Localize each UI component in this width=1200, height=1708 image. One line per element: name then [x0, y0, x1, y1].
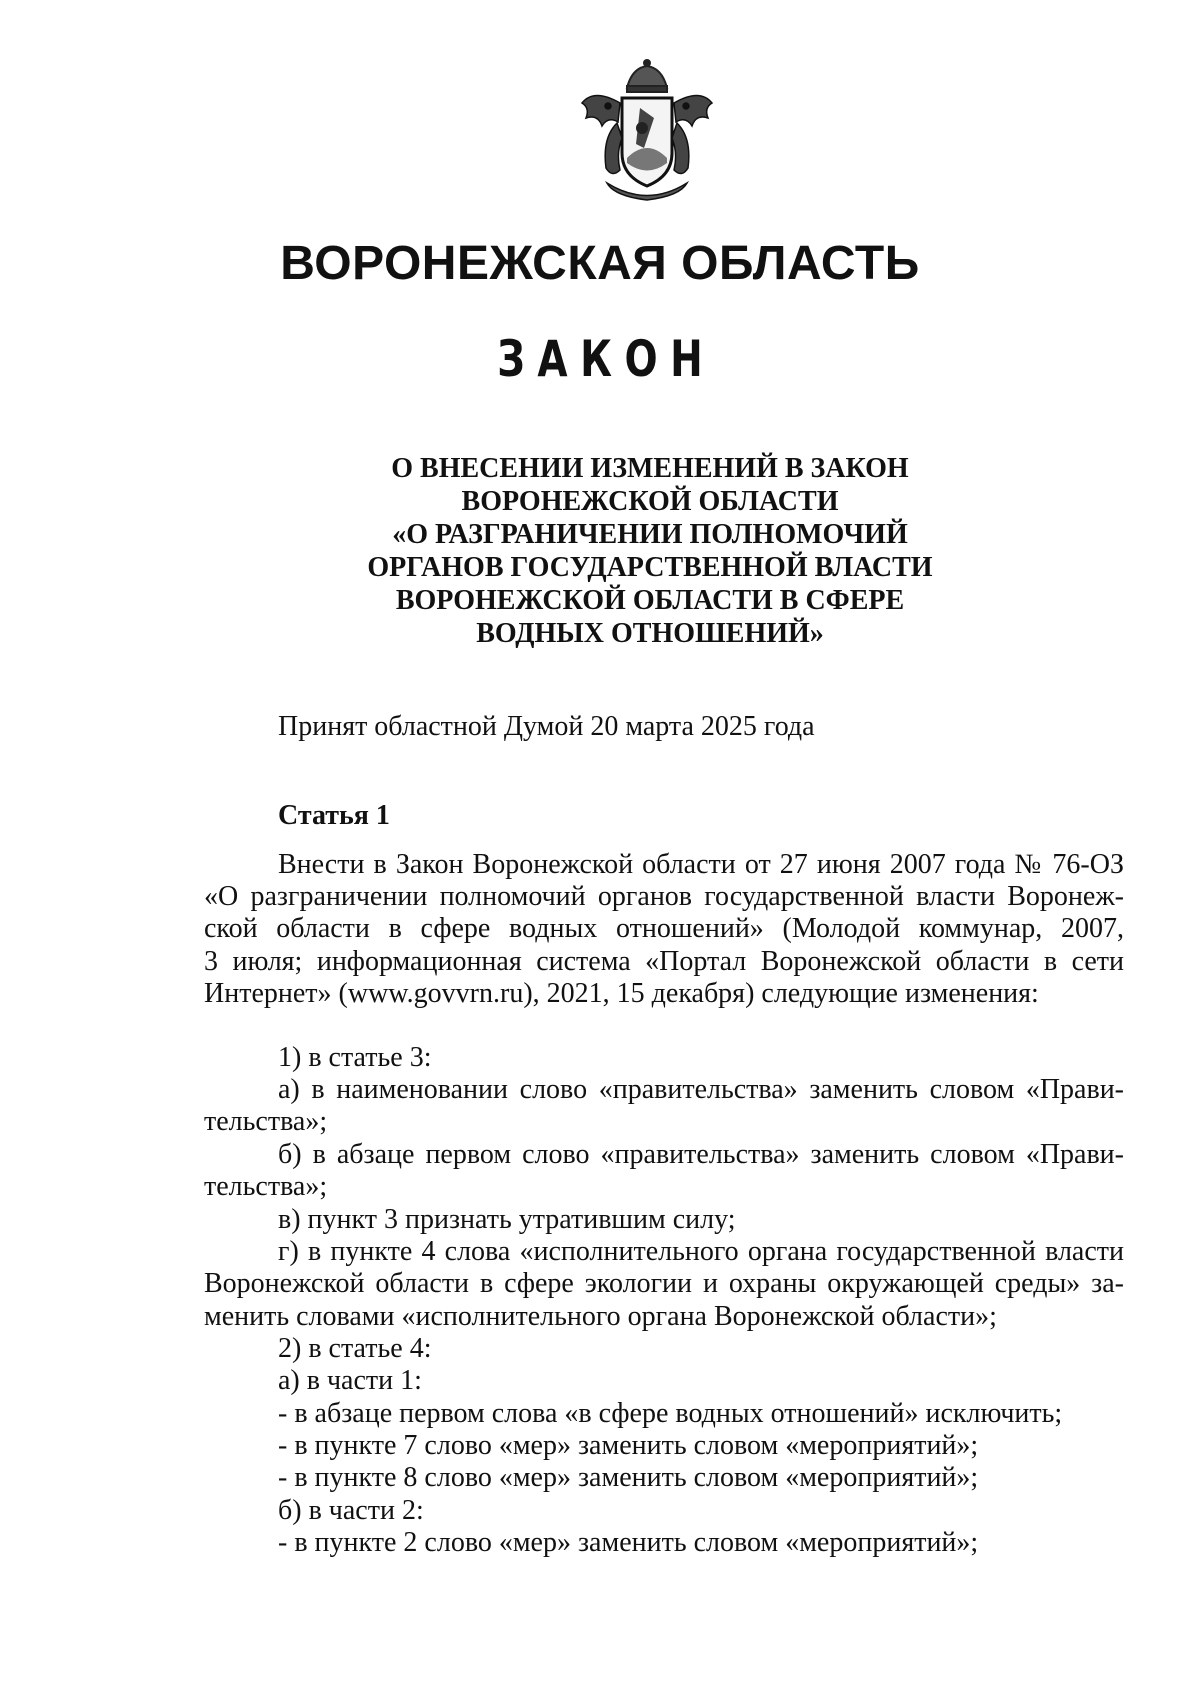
list-item: в) пункт 3 признать утратившим силу;	[278, 1204, 736, 1235]
list-item: а) в наименовании слово «правительства» заменить словом «Прави-	[278, 1074, 1124, 1105]
list-item: - в пункте 8 слово «мер» заменить словом «мероприятий»;	[278, 1462, 979, 1493]
body-line: Интернет» (www.govvrn.ru), 2021, 15 декабря) следующие изменения:	[204, 978, 1039, 1009]
document-type: ЗАКОН	[497, 330, 716, 388]
law-title-line: «О РАЗГРАНИЧЕНИИ ПОЛНОМОЧИЙ	[392, 519, 908, 550]
body-line: 3 июля; информационная система «Портал Воронежской области в сети	[204, 946, 1124, 977]
region-name: ВОРОНЕЖСКАЯ ОБЛАСТЬ	[280, 237, 920, 290]
list-item: б) в части 2:	[278, 1495, 424, 1526]
law-title-line: ВОРОНЕЖСКОЙ ОБЛАСТИ В СФЕРЕ	[395, 585, 905, 616]
adoption-date: Принят областной Думой 20 марта 2025 года	[278, 711, 815, 742]
body-line: «О разграничении полномочий органов государственной власти Воронеж-	[204, 881, 1124, 912]
article-heading: Статья 1	[278, 800, 390, 831]
law-title	[300, 452, 1000, 650]
law-title-line: ВОРОНЕЖСКОЙ ОБЛАСТИ	[461, 486, 839, 517]
list-item: 2) в статье 4:	[278, 1333, 432, 1364]
list-item: 1) в статье 3:	[278, 1042, 432, 1073]
list-item: - в абзаце первом слова «в сфере водных отношений» исключить;	[278, 1398, 1063, 1429]
list-item: б) в абзаце первом слово «правительства» заменить словом «Прави-	[278, 1139, 1124, 1170]
list-item: Воронежской области в сфере экологии и охраны окружающей среды» за-	[204, 1268, 1124, 1299]
list-item: - в пункте 7 слово «мер» заменить словом «мероприятий»;	[278, 1430, 979, 1461]
list-item: менить словами «исполнительного органа Воронежской области»;	[204, 1301, 997, 1332]
body-line: ской области в сфере водных отношений» (Молодой коммунар, 2007,	[204, 913, 1124, 944]
law-title-line: О ВНЕСЕНИИ ИЗМЕНЕНИЙ В ЗАКОН	[391, 453, 909, 484]
list-item: а) в части 1:	[278, 1365, 422, 1396]
list-item: - в пункте 2 слово «мер» заменить словом «мероприятий»;	[278, 1527, 979, 1558]
body-line: Внести в Закон Воронежской области от 27 июня 2007 года № 76-ОЗ	[278, 849, 1124, 880]
list-item: г) в пункте 4 слова «исполнительного органа государственной власти	[278, 1236, 1124, 1267]
law-title-line: ОРГАНОВ ГОСУДАРСТВЕННОЙ ВЛАСТИ	[367, 552, 933, 583]
coat-of-arms-icon	[572, 58, 722, 208]
list-item: тельства»;	[204, 1106, 328, 1137]
list-item: тельства»;	[204, 1171, 328, 1202]
law-title-line: ВОДНЫХ ОТНОШЕНИЙ»	[476, 618, 824, 649]
